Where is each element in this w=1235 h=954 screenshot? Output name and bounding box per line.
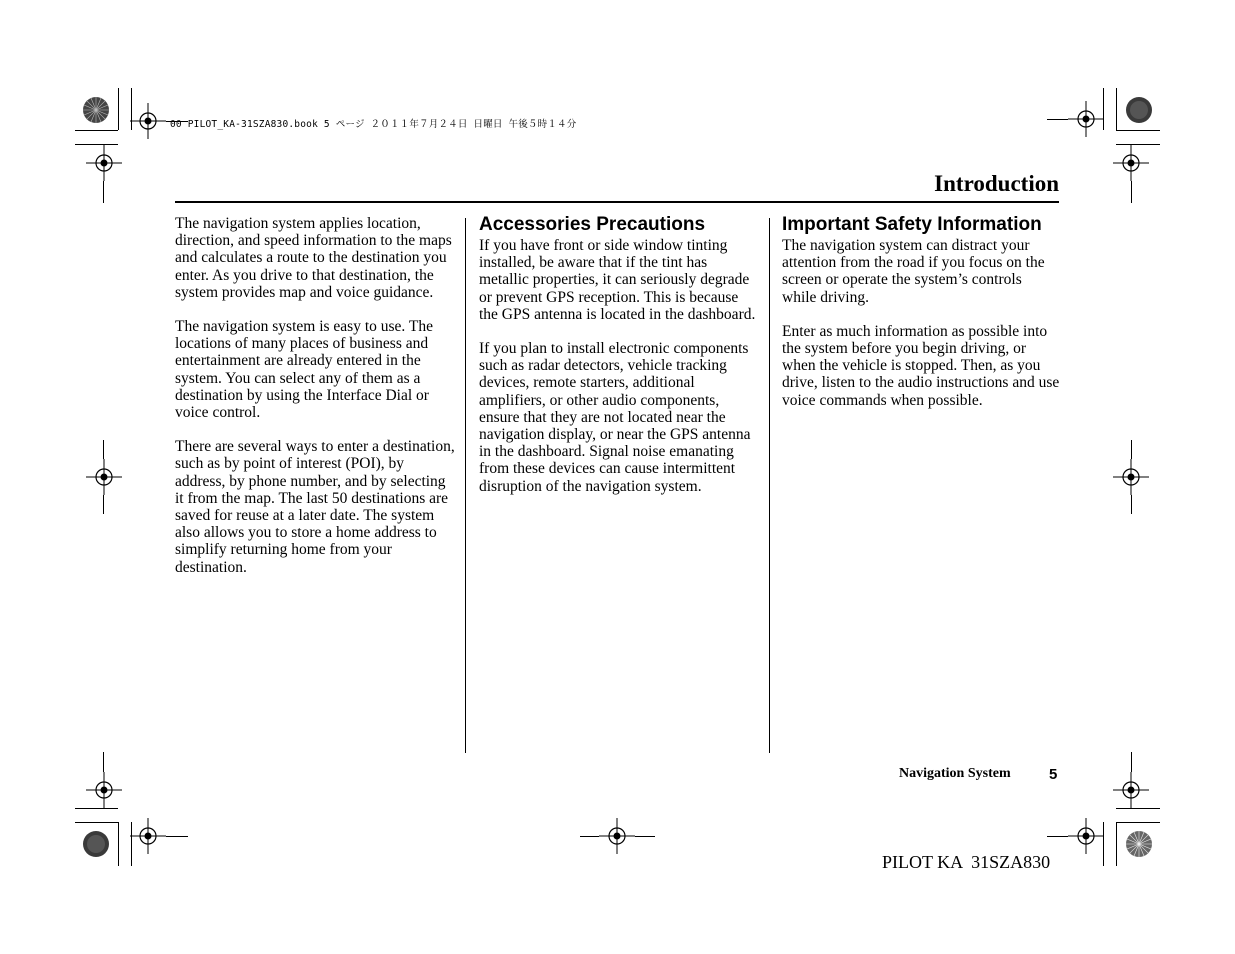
color-registration-disc-icon xyxy=(1125,96,1153,124)
column-divider xyxy=(465,218,466,753)
registration-target-icon xyxy=(86,459,122,495)
safety-paragraph: The navigation system can distract your attention from the road if you focus on the screen or operate the system’s controls while driving. xyxy=(782,237,1045,306)
accessories-paragraph: If you plan to install electronic components such as radar detectors, vehicle tracking devices, remote starters, additional amplifiers, or other audio components, ensure that they are not located near the navigation display, or near the GPS antenna in the dashboard. Signal noise emanating from these devices can cause intermittent disruption of the navigation system. xyxy=(479,340,751,495)
footer-label: Navigation System xyxy=(899,766,1011,781)
color-registration-disc-icon xyxy=(82,830,110,858)
accessories-heading: Accessories Precautions xyxy=(479,214,706,235)
accessories-column xyxy=(479,214,757,512)
header-rule xyxy=(175,201,1059,203)
registration-target-icon xyxy=(1068,101,1104,137)
color-registration-disc-icon xyxy=(82,96,110,124)
registration-target-icon xyxy=(1113,145,1149,181)
accessories-paragraph: If you have front or side window tinting installed, be aware that if the tint has metallic properties, it can seriously degrade or prevent GPS reception. This is because the GPS antenna is located in the dashboard. xyxy=(479,237,756,323)
safety-paragraph: Enter as much information as possible into the system before you begin driving, or when the vehicle is stopped. Then, as you drive, listen to the audio instructions and use voice commands when possible. xyxy=(782,322,1060,409)
registration-target-icon xyxy=(130,103,166,139)
registration-target-icon xyxy=(1068,818,1104,854)
intro-paragraph: There are several ways to enter a destination, such as by point of interest (POI), by address, by phone number, and by selecting it from the map. The last 50 destinations are saved for reuse at a later date. The system also allows you to store a home address to simplify returning home from your destination. xyxy=(175,438,455,576)
print-metadata: 00 PILOT_KA-31SZA830.book 5 ページ ２０１１年７月２４日 日曜日 午後５時１４分 xyxy=(170,119,577,130)
model-code: PILOT KA 31SZA830 xyxy=(882,852,1051,872)
registration-target-icon xyxy=(1113,459,1149,495)
registration-target-icon xyxy=(1113,772,1149,808)
intro-paragraph: The navigation system is easy to use. The locations of many places of business and entertainment are already entered in the system. You can select any of them as a destination by using the Interface Dial or voice control. xyxy=(175,318,433,422)
registration-target-icon xyxy=(599,818,635,854)
safety-heading: Important Safety Information xyxy=(782,214,1042,235)
section-title: Introduction xyxy=(934,171,1059,196)
intro-paragraph: The navigation system applies location, direction, and speed information to the maps and calculates a route to the destination you enter. As you drive to that destination, the system provides map and voice guidance. xyxy=(175,215,452,301)
registration-target-icon xyxy=(86,772,122,808)
intro-column xyxy=(175,215,455,593)
safety-column xyxy=(782,214,1060,426)
column-divider xyxy=(769,218,770,753)
registration-target-icon xyxy=(130,818,166,854)
color-registration-disc-icon xyxy=(1125,830,1153,858)
page-number: 5 xyxy=(1049,766,1058,783)
registration-target-icon xyxy=(86,145,122,181)
